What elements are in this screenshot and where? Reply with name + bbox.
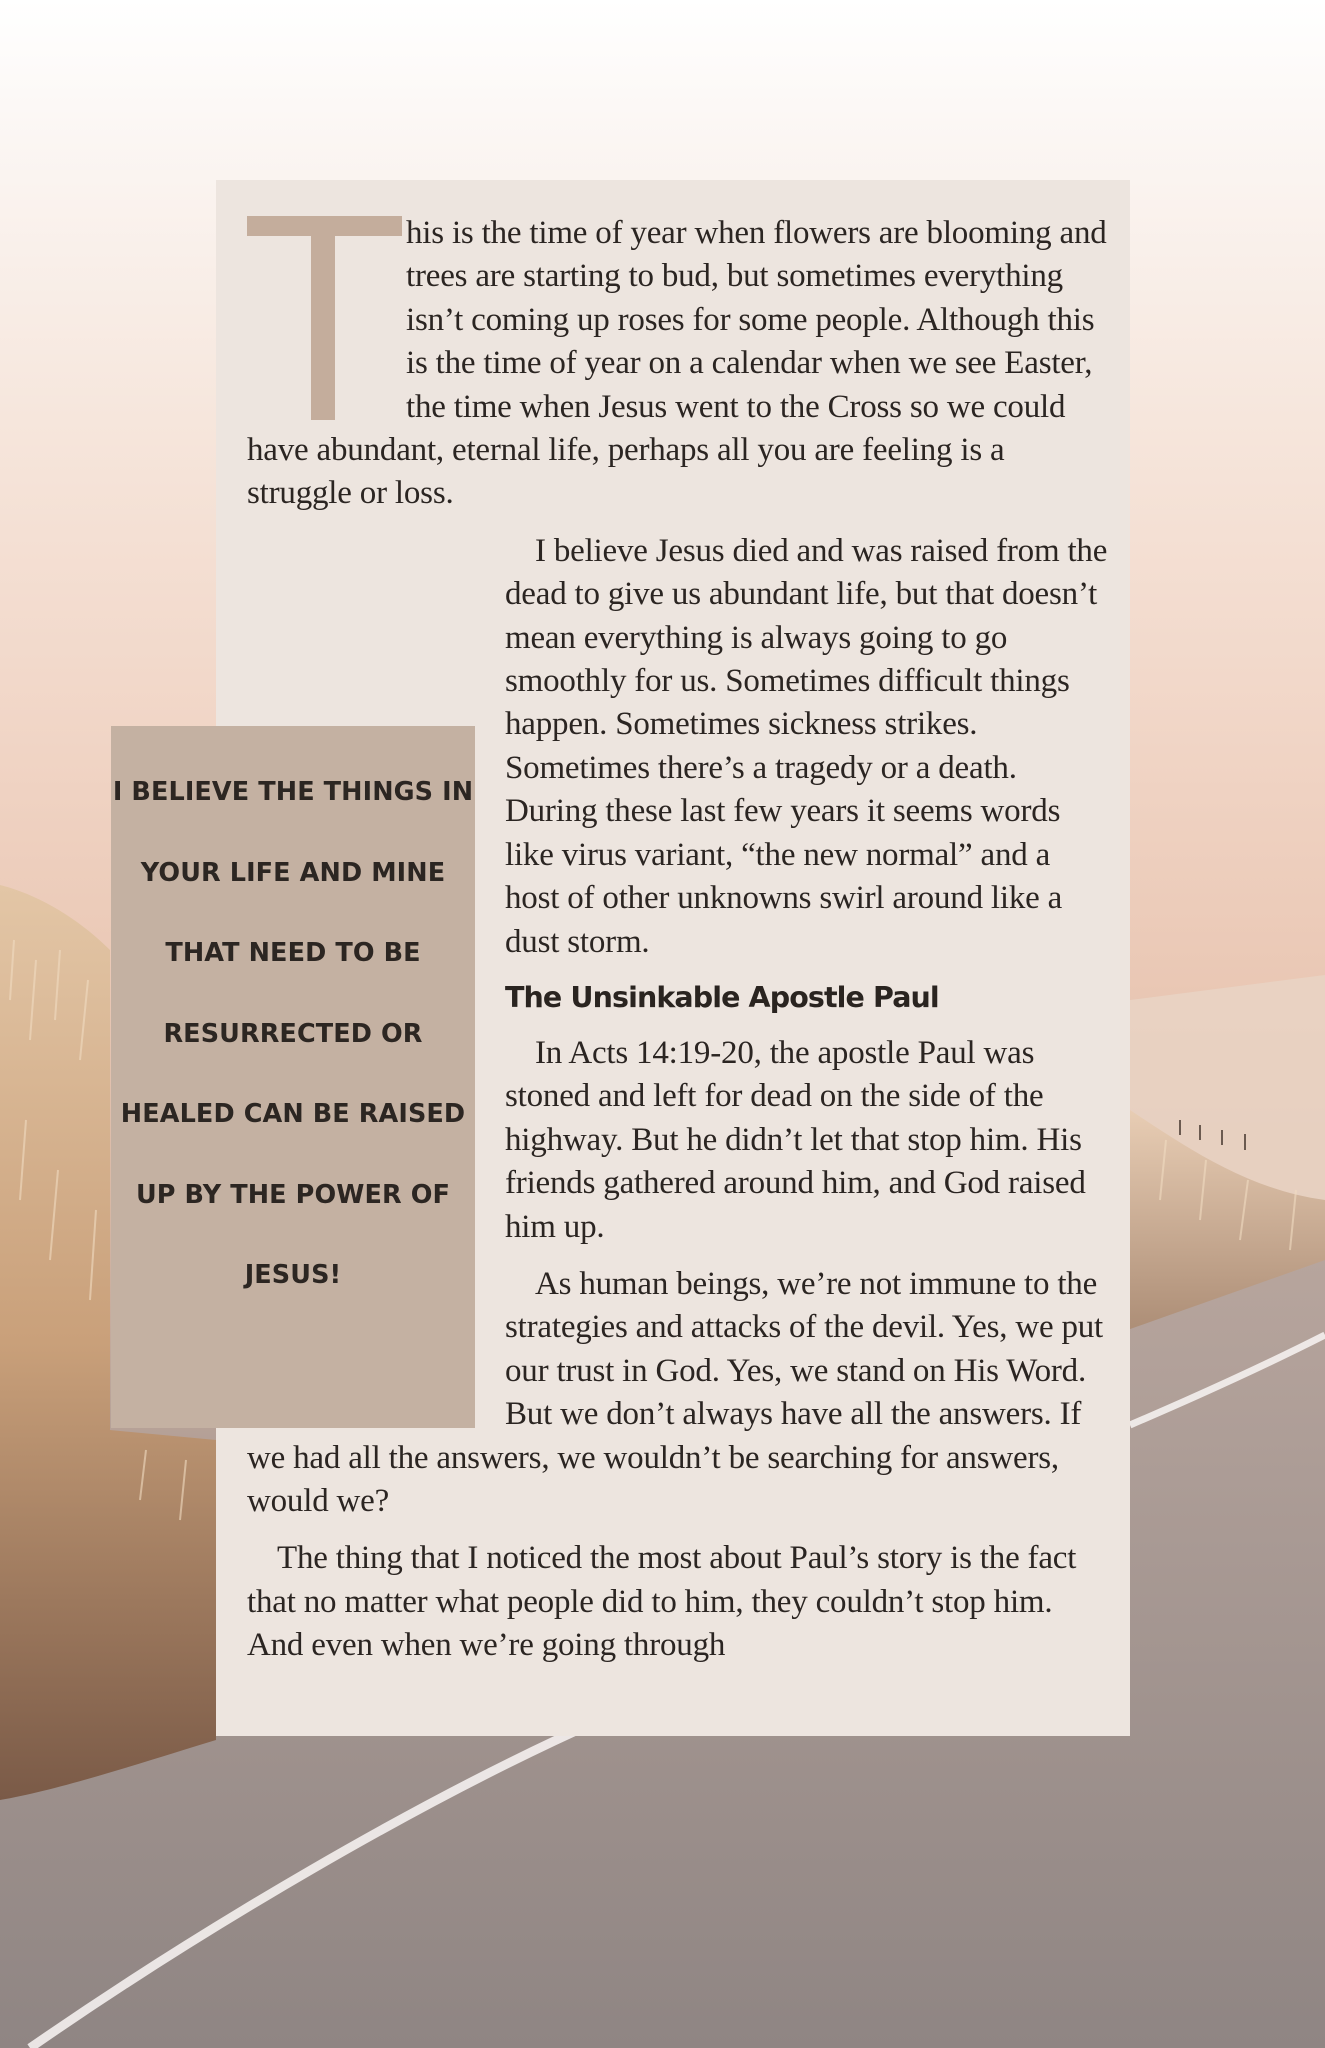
paragraph-3: In Acts 14:19-20, the apostle Paul was stoned and left for dead on the side of the highway. But he didn’t let that stop him. His friends gathered around him, and God raised him up.	[505, 1034, 1086, 1245]
paragraph-1: his is the time of year when flowers are blooming and trees are starting to bud, but sometimes everything isn’t coming up roses for some people. Although this is the time of year on a calendar when we see Easter, the time when Jesus went to the Cross so we could have abundant, eternal life, perhaps all you are feeling is a struggle or loss.	[247, 215, 1107, 512]
section-heading: The Unsinkable Apostle Paul	[505, 980, 939, 1014]
pull-quote-text: I BELIEVE THE THINGS IN YOUR LIFE AND MINE THAT NEED TO BE RESURRECTED OR HEALED CAN BE RAISED UP BY THE POWER OF JESUS!	[112, 777, 474, 1290]
pull-quote-box	[111, 726, 475, 1428]
paragraph-2: I believe Jesus died and was raised from the dead to give us abundant life, but that doesn’t mean everything is always going to go smoothly for us. Sometimes difficult things happen. Sometimes sickness strikes. Sometimes there’s a tragedy or a death. During these last few years it seems words like virus variant, “the new normal” and a host of other unknowns swirl around like a dust storm.	[505, 532, 1108, 960]
drop-cap	[247, 216, 402, 426]
drop-cap-letter	[247, 216, 248, 217]
paragraph-4: As human beings, we’re not immune to the strategies and attacks of the devil. Yes, we put our trust in God. Yes, we stand on His Word. But we don’t always have all the answers. If we had all the answers, we wouldn’t be searching for answers, would we?	[247, 1265, 1104, 1519]
paragraph-5: The thing that I noticed the most about Paul’s story is the fact that no matter what people did to him, they couldn’t stop him. And even when we’re going through	[247, 1540, 1077, 1664]
drop-cap-stem	[311, 216, 335, 420]
